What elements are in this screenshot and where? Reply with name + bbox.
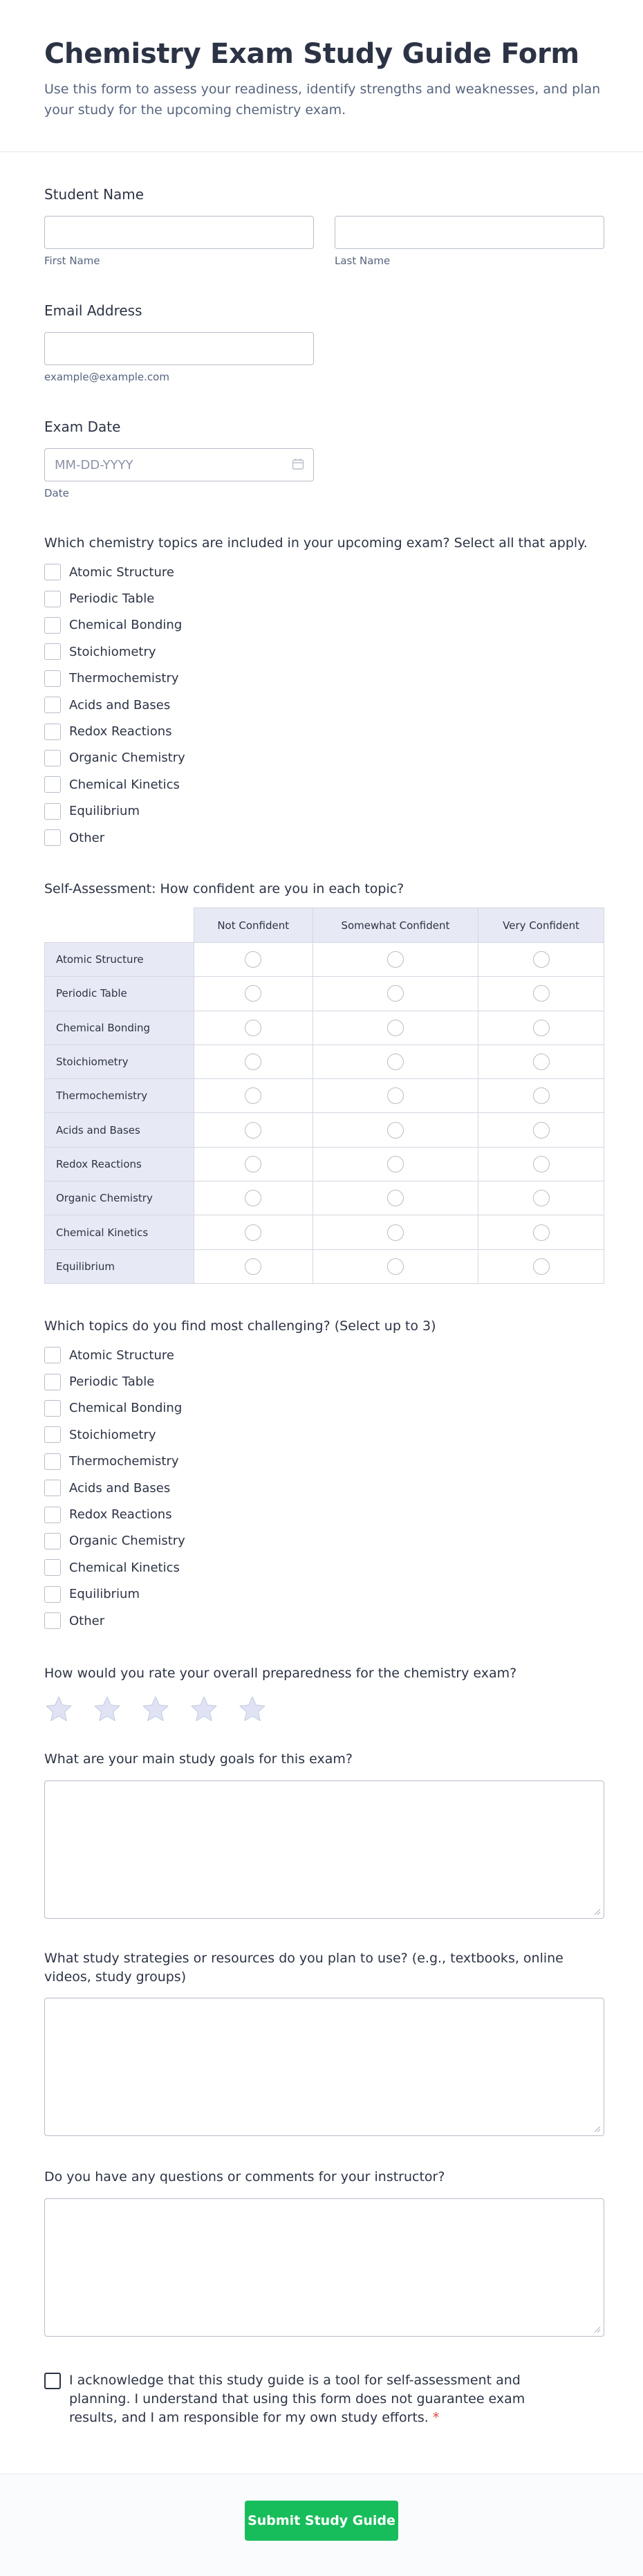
email-input[interactable]: [44, 332, 314, 365]
confidence-radio[interactable]: [245, 951, 261, 968]
confidence-radio[interactable]: [245, 1054, 261, 1070]
matrix-cell: [478, 1147, 604, 1181]
topics-included-field: [44, 534, 588, 851]
challenging-topics-checkbox[interactable]: [44, 1400, 61, 1417]
matrix-cell: [313, 1215, 478, 1249]
challenging-topics-checkbox[interactable]: [44, 1480, 61, 1496]
matrix-row-label: Atomic Structure: [45, 943, 194, 977]
email-sublabel: example@example.com: [44, 371, 169, 383]
challenging-topics-option-label: Chemical Bonding: [69, 1401, 183, 1416]
topics-included-option-label: Equilibrium: [69, 804, 140, 819]
matrix-row: [45, 1113, 604, 1147]
challenging-topics-option[interactable]: [44, 1475, 436, 1501]
matrix-row-label: Organic Chemistry: [45, 1181, 194, 1215]
matrix-column-header: Very Confident: [478, 908, 604, 943]
matrix-cell: [194, 1079, 313, 1113]
matrix-cell: [194, 1113, 313, 1147]
confidence-radio[interactable]: [387, 1224, 404, 1241]
star-icon[interactable]: [93, 1695, 122, 1724]
preparedness-field: [44, 1664, 516, 1724]
first-name-input[interactable]: [44, 216, 314, 249]
challenging-topics-option-label: Atomic Structure: [69, 1347, 174, 1363]
topics-included-option[interactable]: [44, 585, 588, 611]
matrix-cell: [478, 1249, 604, 1283]
matrix-row: [45, 1215, 604, 1249]
topics-included-option-label: Periodic Table: [69, 591, 155, 607]
page-title: Chemistry Exam Study Guide Form: [44, 38, 579, 70]
matrix-row-label: Redox Reactions: [45, 1147, 194, 1181]
matrix-row-label: Acids and Bases: [45, 1113, 194, 1147]
confidence-radio[interactable]: [387, 1190, 404, 1206]
email-label: Email Address: [44, 302, 142, 319]
matrix-row-label: Chemical Bonding: [45, 1011, 194, 1045]
topics-included-option[interactable]: [44, 612, 588, 638]
topics-included-option[interactable]: [44, 692, 588, 718]
matrix-cell: [478, 1045, 604, 1078]
questions-textarea[interactable]: [44, 2198, 604, 2337]
page-subtitle: Use this form to assess your readiness, identify strengths and weaknesses, and plan your study for the upcoming chemistry exam.: [44, 82, 601, 118]
challenging-topics-checkbox[interactable]: [44, 1559, 61, 1576]
self-assessment-label: Self-Assessment: How confident are you in each topic?: [44, 881, 404, 896]
matrix-cell: [194, 1181, 313, 1215]
challenging-topics-option[interactable]: [44, 1342, 436, 1368]
exam-date-input[interactable]: [44, 448, 314, 481]
topics-included-checkbox[interactable]: [44, 803, 61, 820]
matrix-row: [45, 1079, 604, 1113]
confidence-radio[interactable]: [245, 1122, 261, 1139]
matrix-cell: [478, 1011, 604, 1045]
topics-included-option-label: Organic Chemistry: [69, 751, 185, 766]
topics-included-label: Which chemistry topics are included in your upcoming exam? Select all that apply.: [44, 535, 588, 551]
matrix-cell: [194, 1045, 313, 1078]
confidence-radio[interactable]: [533, 1156, 550, 1172]
topics-included-checkbox[interactable]: [44, 617, 61, 634]
challenging-topics-option[interactable]: [44, 1528, 436, 1554]
topics-included-checkbox[interactable]: [44, 670, 61, 687]
matrix-cell: [478, 1215, 604, 1249]
matrix-row-label: Thermochemistry: [45, 1079, 194, 1113]
challenging-topics-field: [44, 1317, 436, 1634]
confidence-radio[interactable]: [533, 1020, 550, 1036]
study-goals-label: What are your main study goals for this exam?: [44, 1751, 353, 1767]
challenging-topics-option[interactable]: [44, 1554, 436, 1581]
matrix-cell: [194, 1249, 313, 1283]
matrix-cell: [478, 943, 604, 977]
matrix-row: [45, 1181, 604, 1215]
confidence-radio[interactable]: [387, 1156, 404, 1172]
self-assessment-field: [44, 880, 604, 1284]
confidence-radio[interactable]: [533, 1224, 550, 1241]
confidence-radio[interactable]: [245, 1087, 261, 1104]
exam-date-field: [44, 418, 314, 499]
confidence-radio[interactable]: [533, 985, 550, 1002]
matrix-row-label: Stoichiometry: [45, 1045, 194, 1078]
matrix-cell: [194, 1215, 313, 1249]
questions-label: Do you have any questions or comments for your instructor?: [44, 2169, 445, 2184]
star-icon[interactable]: [189, 1695, 218, 1724]
topics-included-checkbox[interactable]: [44, 829, 61, 846]
calendar-icon[interactable]: [292, 458, 304, 470]
matrix-cell: [313, 1113, 478, 1147]
challenging-topics-list: [44, 1342, 436, 1634]
topics-included-option[interactable]: [44, 638, 588, 665]
topics-included-option[interactable]: [44, 718, 588, 744]
matrix-cell: [194, 943, 313, 977]
topics-included-option-label: Chemical Kinetics: [69, 777, 180, 792]
topics-included-checkbox[interactable]: [44, 724, 61, 740]
confidence-radio[interactable]: [387, 985, 404, 1002]
challenging-topics-option[interactable]: [44, 1368, 436, 1395]
confidence-radio[interactable]: [387, 1087, 404, 1104]
challenging-topics-checkbox[interactable]: [44, 1533, 61, 1549]
star-icon[interactable]: [238, 1695, 267, 1724]
matrix-cell: [313, 1079, 478, 1113]
challenging-topics-option-label: Thermochemistry: [69, 1454, 179, 1469]
matrix-row-label: Periodic Table: [45, 977, 194, 1011]
resize-handle-icon[interactable]: [593, 1907, 601, 1915]
challenging-topics-option-label: Redox Reactions: [69, 1507, 172, 1522]
matrix-column-header: Somewhat Confident: [313, 908, 478, 943]
matrix-cell: [478, 1113, 604, 1147]
topics-included-checkbox[interactable]: [44, 591, 61, 607]
required-asterisk: *: [432, 2410, 440, 2425]
confidence-radio[interactable]: [387, 1054, 404, 1070]
topics-included-option[interactable]: [44, 665, 588, 692]
topics-included-checkbox[interactable]: [44, 776, 61, 793]
matrix-column-header: Not Confident: [194, 908, 313, 943]
challenging-topics-checkbox[interactable]: [44, 1612, 61, 1629]
exam-date-label: Exam Date: [44, 418, 121, 435]
topics-included-checkbox[interactable]: [44, 564, 61, 580]
challenging-topics-option[interactable]: [44, 1501, 436, 1527]
matrix-cell: [478, 977, 604, 1011]
study-goals-textarea[interactable]: [44, 1781, 604, 1919]
challenging-topics-checkbox[interactable]: [44, 1347, 61, 1363]
challenging-topics-option[interactable]: [44, 1581, 436, 1608]
confidence-radio[interactable]: [533, 1087, 550, 1104]
acknowledgement-text: I acknowledge that this study guide is a tool for self-assessment and planning. I understand that using this form does not guarantee exam results, and I am responsible for my own study efforts.: [69, 2373, 525, 2425]
matrix-row-label: Chemical Kinetics: [45, 1215, 194, 1249]
confidence-radio[interactable]: [387, 1122, 404, 1139]
strategies-field: [44, 1949, 604, 2136]
challenging-topics-option-label: Stoichiometry: [69, 1427, 156, 1442]
challenging-topics-option[interactable]: [44, 1395, 436, 1422]
acknowledgement-checkbox[interactable]: [44, 2373, 61, 2389]
matrix-row: [45, 1011, 604, 1045]
preparedness-label: How would you rate your overall preparedness for the chemistry exam?: [44, 1666, 517, 1681]
topics-included-option-label: Atomic Structure: [69, 564, 174, 580]
confidence-radio[interactable]: [533, 951, 550, 968]
topics-included-option-label: Redox Reactions: [69, 724, 172, 739]
matrix-cell: [313, 1045, 478, 1078]
matrix-row: [45, 1045, 604, 1078]
matrix-header-row: [45, 908, 604, 943]
challenging-topics-option-label: Chemical Kinetics: [69, 1560, 180, 1575]
matrix-cell: [194, 1011, 313, 1045]
confidence-radio[interactable]: [245, 1156, 261, 1172]
self-assessment-matrix: [44, 908, 604, 1284]
topics-included-checkbox[interactable]: [44, 750, 61, 766]
star-rating: [44, 1695, 516, 1724]
student-name-label: Student Name: [44, 186, 145, 203]
confidence-radio[interactable]: [245, 1224, 261, 1241]
challenging-topics-option-label: Acids and Bases: [69, 1480, 171, 1496]
confidence-radio[interactable]: [387, 1258, 404, 1275]
email-field: [44, 302, 314, 383]
confidence-radio[interactable]: [533, 1054, 550, 1070]
last-name-input[interactable]: [335, 216, 604, 249]
topics-included-option-label: Other: [69, 830, 105, 845]
strategies-textarea[interactable]: [44, 1998, 604, 2136]
topics-included-option[interactable]: [44, 559, 588, 585]
challenging-topics-checkbox[interactable]: [44, 1586, 61, 1603]
topics-included-checkbox[interactable]: [44, 697, 61, 713]
topics-included-option-label: Thermochemistry: [69, 671, 179, 686]
study-goals-field: [44, 1750, 604, 1919]
challenging-topics-option-label: Organic Chemistry: [69, 1534, 185, 1549]
confidence-radio[interactable]: [245, 985, 261, 1002]
matrix-cell: [313, 977, 478, 1011]
confidence-radio[interactable]: [387, 1020, 404, 1036]
challenging-topics-option-label: Other: [69, 1613, 105, 1628]
challenging-topics-option[interactable]: [44, 1608, 436, 1634]
form-footer: [0, 2474, 643, 2576]
topics-included-option[interactable]: [44, 771, 588, 798]
strategies-label: What study strategies or resources do you plan to use? (e.g., textbooks, online videos, study groups): [44, 1951, 563, 1985]
matrix-cell: [313, 943, 478, 977]
student-name-field: [44, 185, 604, 267]
confidence-radio[interactable]: [533, 1190, 550, 1206]
matrix-row: [45, 1249, 604, 1283]
last-name-sublabel: Last Name: [335, 255, 391, 267]
challenging-topics-checkbox[interactable]: [44, 1453, 61, 1470]
form-header: [0, 0, 643, 152]
submit-button[interactable]: Submit Study Guide: [245, 2501, 398, 2541]
topics-included-option[interactable]: [44, 745, 588, 771]
matrix-cell: [313, 1249, 478, 1283]
star-icon[interactable]: [141, 1695, 170, 1724]
topics-included-checkbox[interactable]: [44, 643, 61, 660]
topics-included-option[interactable]: [44, 798, 588, 825]
matrix-cell: [313, 1181, 478, 1215]
confidence-radio[interactable]: [387, 951, 404, 968]
topics-included-option-label: Acids and Bases: [69, 697, 171, 712]
confidence-radio[interactable]: [245, 1190, 261, 1206]
confidence-radio[interactable]: [533, 1258, 550, 1275]
topics-included-option-label: Stoichiometry: [69, 644, 156, 659]
acknowledgement-text-block: [69, 2371, 570, 2427]
challenging-topics-checkbox[interactable]: [44, 1374, 61, 1390]
challenging-topics-checkbox[interactable]: [44, 1426, 61, 1443]
matrix-cell: [478, 1181, 604, 1215]
matrix-corner: [45, 908, 194, 943]
matrix-row-label: Equilibrium: [45, 1249, 194, 1283]
challenging-topics-option-label: Equilibrium: [69, 1587, 140, 1602]
matrix-cell: [478, 1079, 604, 1113]
resize-handle-icon[interactable]: [593, 2325, 601, 2333]
challenging-topics-label: Which topics do you find most challenging? (Select up to 3): [44, 1318, 436, 1334]
matrix-row: [45, 943, 604, 977]
matrix-row: [45, 977, 604, 1011]
matrix-cell: [194, 1147, 313, 1181]
matrix-cell: [313, 1011, 478, 1045]
confidence-radio[interactable]: [245, 1258, 261, 1275]
resize-handle-icon[interactable]: [593, 2124, 601, 2133]
topics-included-option[interactable]: [44, 825, 588, 851]
star-icon[interactable]: [44, 1695, 73, 1724]
exam-date-sublabel: Date: [44, 487, 69, 499]
first-name-sublabel: First Name: [44, 255, 100, 267]
challenging-topics-option-label: Periodic Table: [69, 1374, 155, 1390]
challenging-topics-option[interactable]: [44, 1422, 436, 1448]
acknowledgement-field: [44, 2371, 570, 2427]
questions-field: [44, 2168, 604, 2337]
topics-included-option-label: Chemical Bonding: [69, 618, 183, 633]
confidence-radio[interactable]: [533, 1122, 550, 1139]
matrix-cell: [313, 1147, 478, 1181]
challenging-topics-checkbox[interactable]: [44, 1507, 61, 1523]
topics-included-list: [44, 559, 588, 851]
matrix-cell: [194, 977, 313, 1011]
challenging-topics-option[interactable]: [44, 1448, 436, 1475]
confidence-radio[interactable]: [245, 1020, 261, 1036]
matrix-row: [45, 1147, 604, 1181]
